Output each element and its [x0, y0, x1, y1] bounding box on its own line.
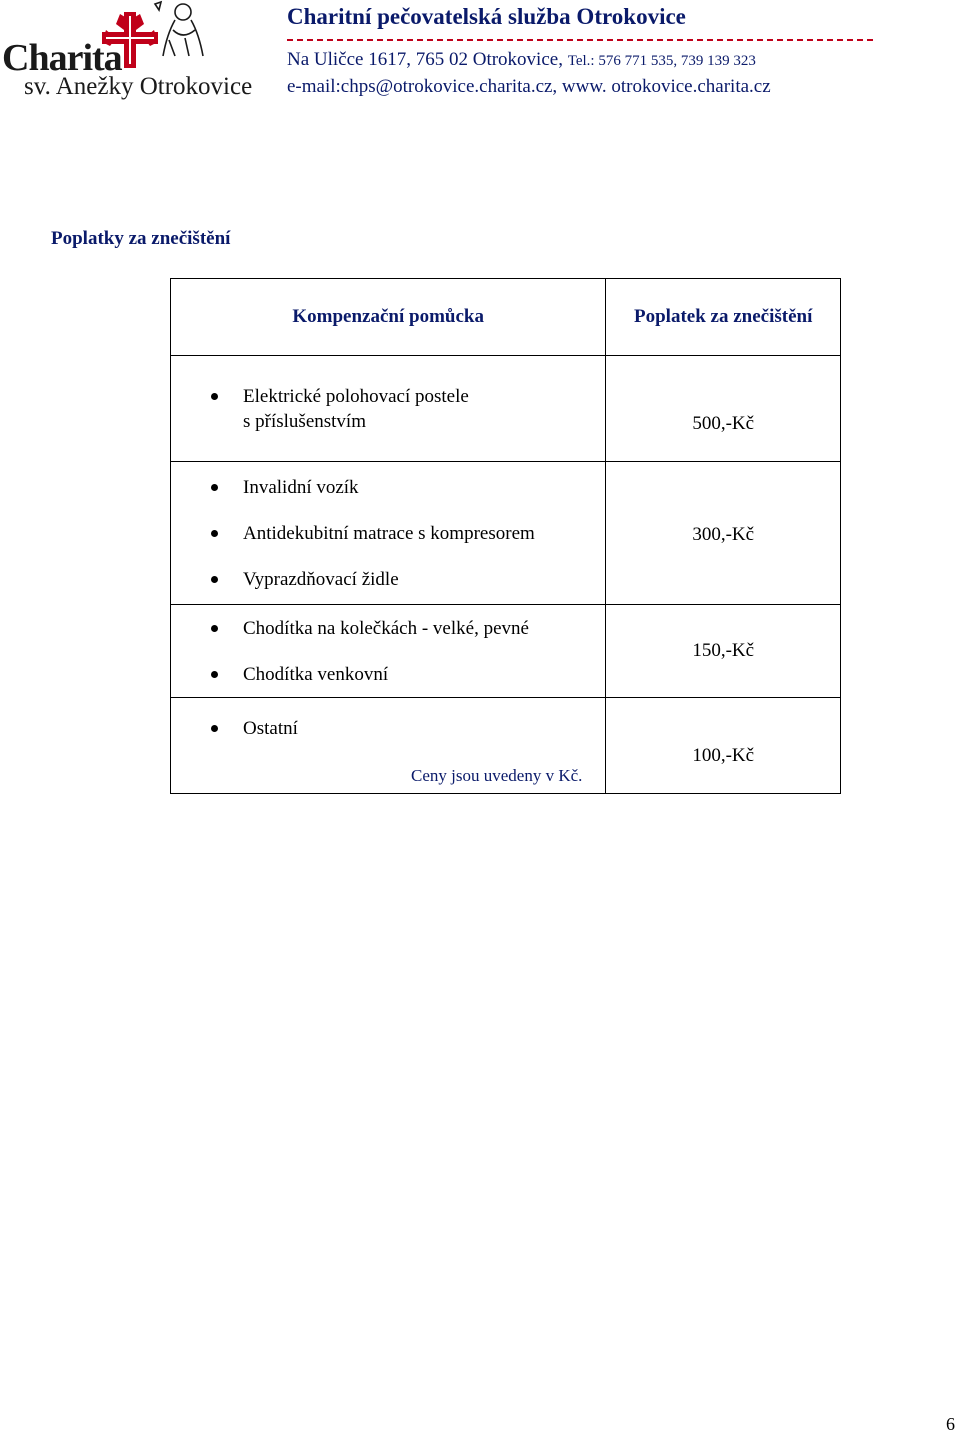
- aid-cell: [171, 462, 606, 605]
- logo-subtitle: sv. Anežky Otrokovice: [24, 73, 253, 100]
- column-header-fee: Poplatek za znečištění: [606, 279, 841, 356]
- logo-wordmark: Charita: [2, 37, 122, 79]
- list-item: Chodítka na kolečkách - velké, pevné: [171, 616, 605, 641]
- contact-line: e-mail:chps@otrokovice.charita.cz, www. otrokovice.charita.cz: [287, 76, 771, 97]
- page-title: Poplatky za znečištění: [51, 228, 231, 249]
- aid-cell: [171, 356, 606, 462]
- address-street: Na Uličce 1617, 765 02 Otrokovice,: [287, 49, 563, 70]
- list-item: Antidekubitní matrace s kompresorem: [171, 521, 605, 546]
- list-item-continuation: s příslušenstvím: [243, 410, 366, 432]
- price-cell: 500,-Kč: [606, 356, 841, 462]
- charita-logo: [0, 0, 275, 105]
- table-row: [171, 356, 841, 462]
- table-header-row: [171, 279, 841, 356]
- price-cell: 150,-Kč: [606, 605, 841, 698]
- list-item: Elektrické polohovací postele s příslušenstvím: [171, 384, 605, 434]
- header-divider: [287, 39, 873, 41]
- page-number: 6: [946, 1414, 955, 1434]
- aid-list: [171, 616, 605, 687]
- aid-list: [171, 475, 605, 592]
- list-item: Chodítka venkovní: [171, 662, 605, 687]
- aid-list: [171, 716, 605, 741]
- aid-cell: [171, 605, 606, 698]
- list-item: Ostatní: [171, 716, 605, 741]
- list-item: Invalidní vozík: [171, 475, 605, 500]
- price-cell: 300,-Kč: [606, 462, 841, 605]
- letterhead: [0, 0, 960, 110]
- list-item: Vyprazdňovací židle: [171, 567, 605, 592]
- column-header-aid: Kompenzační pomůcka: [171, 279, 606, 356]
- price-cell: 100,-Kč: [606, 698, 841, 794]
- currency-note: Ceny jsou uvedeny v Kč.: [411, 766, 583, 785]
- table-row: [171, 605, 841, 698]
- organization-name: Charitní pečovatelská služba Otrokovice: [287, 4, 686, 29]
- fees-table: [170, 278, 841, 794]
- aid-list: [171, 384, 605, 434]
- saint-figure-icon: [145, 0, 209, 58]
- address-line: [287, 49, 756, 71]
- table-row: [171, 462, 841, 605]
- address-phone: Tel.: 576 771 535, 739 139 323: [567, 53, 756, 69]
